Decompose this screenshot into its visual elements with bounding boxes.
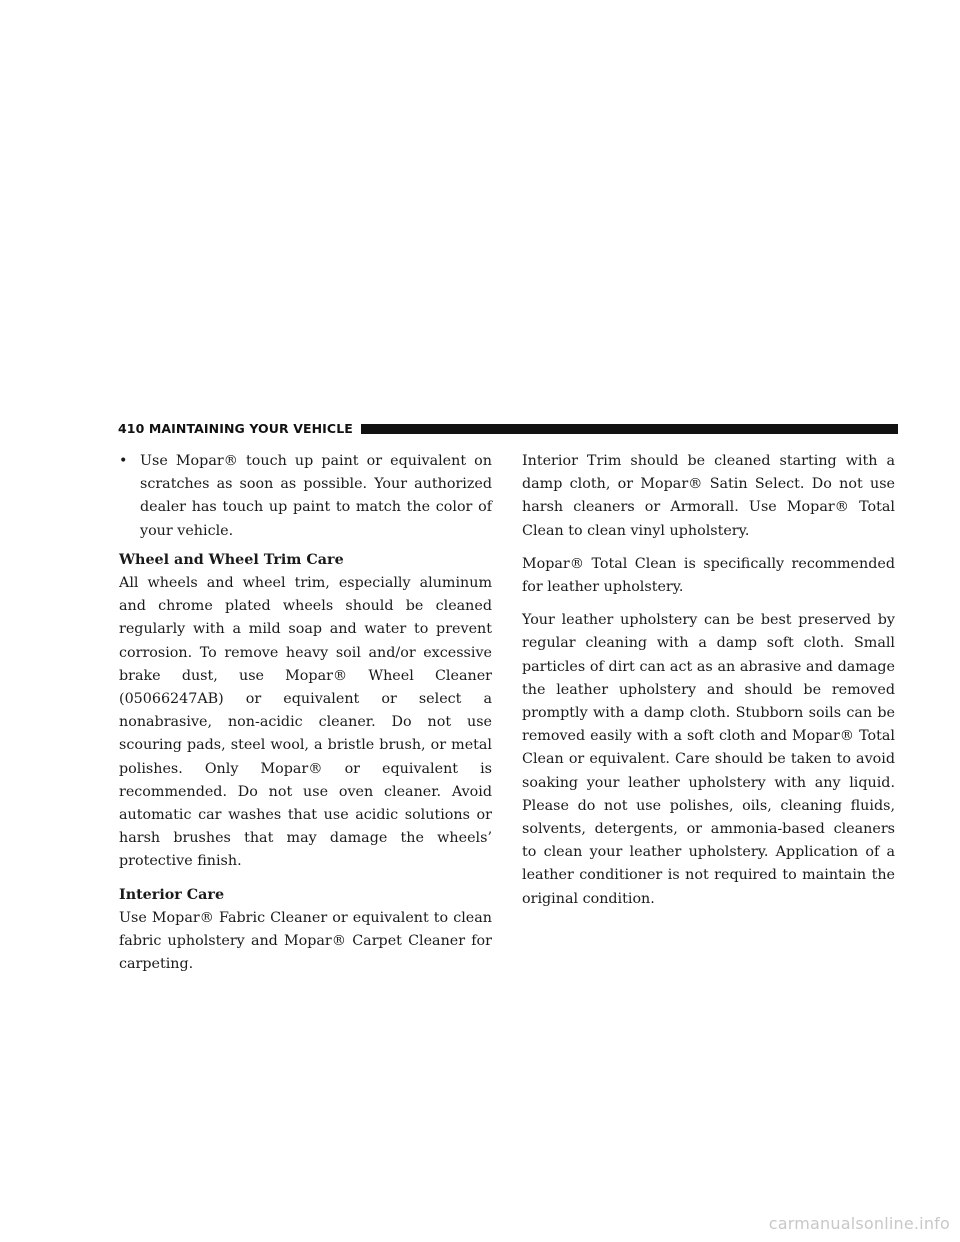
bullet-item xyxy=(119,450,492,543)
page-header xyxy=(118,421,898,437)
bullet-text: Use Mopar® touch up paint or equivalent on scratches as soon as possible. Your authorized dealer has touch up paint to match the color of your vehicle. xyxy=(140,453,492,539)
interior-care-heading: Interior Care xyxy=(119,886,225,903)
right-column xyxy=(522,450,895,921)
leather-care-paragraph: Your leather upholstery can be best preserved by regular cleaning with a damp soft cloth. Small particles of dirt can act as an abrasive and damage the leather upholstery and should be removed promptly with a damp cloth. Stubborn soils can be removed easily with a soft cloth and Mopar® Total Clean or equivalent. Care should be taken to avoid soaking your leather upholstery with any liquid. Please do not use polishes, oils, cleaning fluids, solvents, detergents, or ammonia-based cleaners to clean your leather upholstery. Application of a leather conditioner is not required to maintain the original condition. xyxy=(522,612,895,907)
wheel-care-heading: Wheel and Wheel Trim Care xyxy=(119,551,344,568)
interior-trim-paragraph: Interior Trim should be cleaned starting with a damp cloth, or Mopar® Satin Select. Do not use harsh cleaners or Armorall. Use Mopar® Total Clean to clean vinyl upholstery. xyxy=(522,453,895,539)
interior-care-body: Use Mopar® Fabric Cleaner or equivalent to clean fabric upholstery and Mopar® Carpet Cleaner for carpeting. xyxy=(119,909,492,973)
bullet-icon: • xyxy=(119,453,128,469)
left-column xyxy=(119,450,492,986)
total-clean-paragraph: Mopar® Total Clean is specifically recommended for leather upholstery. xyxy=(522,555,895,596)
header-rule xyxy=(361,424,898,434)
page-header-title: 410 MAINTAINING YOUR VEHICLE xyxy=(118,421,353,436)
wheel-care-body: All wheels and wheel trim, especially aluminum and chrome plated wheels should be cleaned regularly with a mild soap and water to prevent corrosion. To remove heavy soil and/or excessive brake dust, use Mopar® Wheel Cleaner (05066247AB) or equivalent or select a nonabrasive, non-acidic cleaner. Do not use scouring pads, steel wool, a bristle brush, or metal polishes. Only Mopar® or equivalent is recommended. Do not use oven cleaner. Avoid automatic car washes that use acidic solutions or harsh brushes that may damage the wheels’ protective finish. xyxy=(119,575,492,870)
watermark: carmanualsonline.info xyxy=(768,1214,950,1233)
